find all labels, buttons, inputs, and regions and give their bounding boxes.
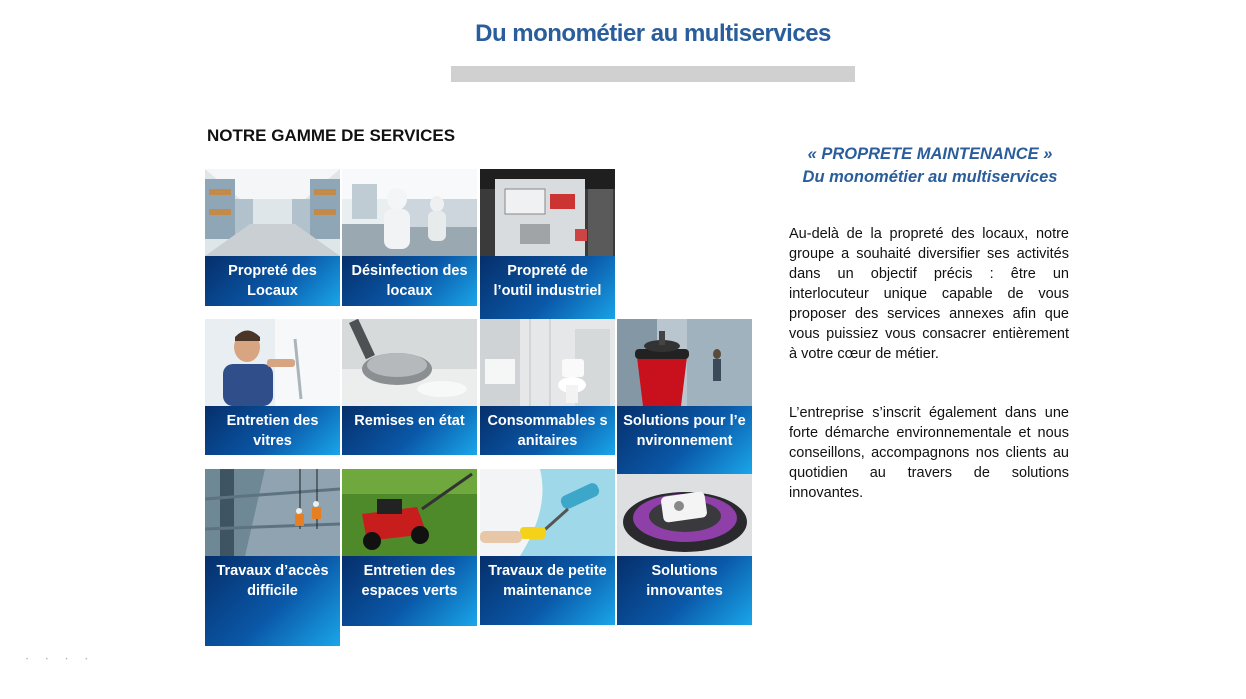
tile-label: Propreté de l’outil industriel <box>480 256 615 324</box>
page-title: Du monométier au multiservices <box>475 20 831 47</box>
window-cleaner-photo <box>205 319 340 406</box>
service-tile-vitres[interactable] <box>205 319 340 455</box>
service-tile-outil-industriel[interactable] <box>480 169 615 324</box>
bathroom-photo <box>480 319 615 406</box>
rope-access-photo <box>205 469 340 556</box>
service-tile-consommables[interactable] <box>480 319 615 455</box>
air-purifier-photo <box>617 319 752 406</box>
environment-paragraph: L’entreprise s’inscrit également dans une forte démarche environnementale et nous conseillons, accompagnons nos clients au quotidien au travers de solutions innovantes. <box>789 405 1069 501</box>
service-tile-remises-etat[interactable] <box>342 319 477 455</box>
service-tile-desinfection[interactable] <box>342 169 477 306</box>
service-tile-petite-maintenance[interactable] <box>480 469 615 625</box>
title-underline-bar <box>451 66 855 82</box>
service-tile-solutions-innovantes[interactable] <box>617 474 752 625</box>
floor-scrubber-photo <box>342 319 477 406</box>
aside-title-line1: « PROPRETE MAINTENANCE » <box>807 145 1053 163</box>
service-tile-proprete-locaux[interactable] <box>205 169 340 306</box>
tile-label: Entretien des espaces verts <box>342 556 477 626</box>
tile-label: Travaux de petite maintenance <box>480 556 615 625</box>
tile-label: Désinfection des locaux <box>342 256 477 306</box>
service-tile-acces-difficile[interactable] <box>205 469 340 646</box>
tile-label: Consommables sanitaires <box>480 406 615 455</box>
service-tile-espaces-verts[interactable] <box>342 469 477 626</box>
warehouse-photo <box>205 169 340 256</box>
aside-title <box>785 143 1075 189</box>
tile-label: Propreté des Locaux <box>205 256 340 306</box>
footer-dots: • • • • <box>26 657 96 663</box>
tile-label: Solutions pour l’environnement <box>617 406 752 474</box>
tile-label: Solutions innovantes <box>617 556 752 625</box>
lawn-mower-photo <box>342 469 477 556</box>
tile-label: Travaux d’accès difficile <box>205 556 340 646</box>
industrial-machine-photo <box>480 169 615 256</box>
robot-vacuum-photo <box>617 474 752 556</box>
aside-title-line2: Du monométier au multiservices <box>802 168 1058 186</box>
tile-label: Remises en état <box>342 406 477 455</box>
services-heading: NOTRE GAMME DE SERVICES <box>207 126 456 145</box>
intro-paragraph: Au-delà de la propreté des locaux, notre groupe a souhaité diversifier ses activités dans un objectif précis : être un interlocuteur unique capable de vous proposer des services annexes afin que vous puissiez vous consacrer entièrement à votre cœur de métier. <box>789 226 1069 362</box>
tile-label: Entretien des vitres <box>205 406 340 455</box>
lab-disinfection-photo <box>342 169 477 256</box>
paint-roller-photo <box>480 469 615 556</box>
service-tile-environnement[interactable] <box>617 319 752 474</box>
